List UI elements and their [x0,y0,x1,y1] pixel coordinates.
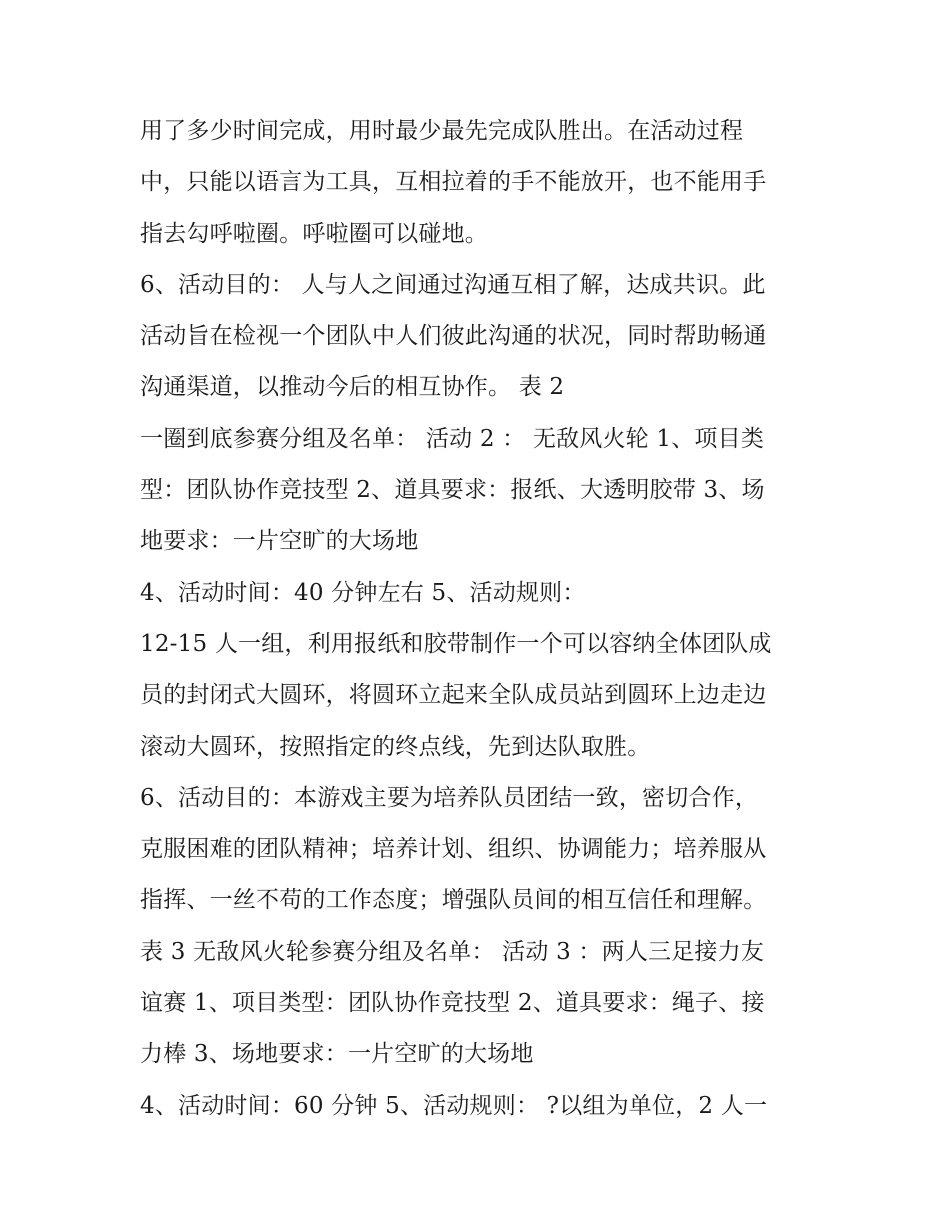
text-line: 克服困难的团队精神；培养计划、组织、协调能力；培养服从 [140,836,767,863]
text-line: 6、活动目的： 人与人之间通过沟通互相了解，达成共识。此 [140,271,766,298]
text-line: 中，只能以语言为工具，互相拉着的手不能放开，也不能用手 [140,169,767,196]
text-line: 4、活动时间：60 分钟 5、活动规则： ?以组为单位，2 人一 [140,1092,768,1119]
text-line: 型：团队协作竞技型 2、道具要求：报纸、大透明胶带 3、场 [140,477,765,504]
text-line: 员的封闭式大圆环，将圆环立起来全队成员站到圆环上边走边 [140,682,767,709]
text-line: 地要求：一片空旷的大场地 [140,528,419,555]
text-line: 力棒 3、场地要求：一片空旷的大场地 [140,1041,534,1068]
text-line: 一圈到底参赛分组及名单： 活动 2 ： 无敌风火轮 1、项目类 [140,425,765,452]
text-line: 活动旨在检视一个团队中人们彼此沟通的状况，同时帮助畅通 [140,323,767,350]
text-line: 6、活动目的：本游戏主要为培养队员团结一致，密切合作， [140,784,759,811]
text-line: 用了多少时间完成，用时最少最先完成队胜出。在活动过程 [140,118,744,144]
text-line: 滚动大圆环，按照指定的终点线，先到达队取胜。 [140,733,651,760]
text-line: 沟通渠道，以推动今后的相互协作。 表 2 [140,374,565,401]
text-line: 谊赛 1、项目类型：团队协作竞技型 2、道具要求：绳子、接 [140,990,765,1017]
document-body [140,106,830,1132]
text-line: 表 3 无敌风火轮参赛分组及名单： 活动 3 ：两人三足接力友 [140,938,765,965]
text-line: 指去勾呼啦圈。呼啦圈可以碰地。 [140,220,488,247]
text-line: 12-15 人一组，利用报纸和胶带制作一个可以容纳全体团队成 [140,630,772,657]
text-line: 指挥、一丝不苟的工作态度；增强队员间的相互信任和理解。 [140,887,767,914]
text-line: 4、活动时间：40 分钟左右 5、活动规则： [140,579,586,606]
